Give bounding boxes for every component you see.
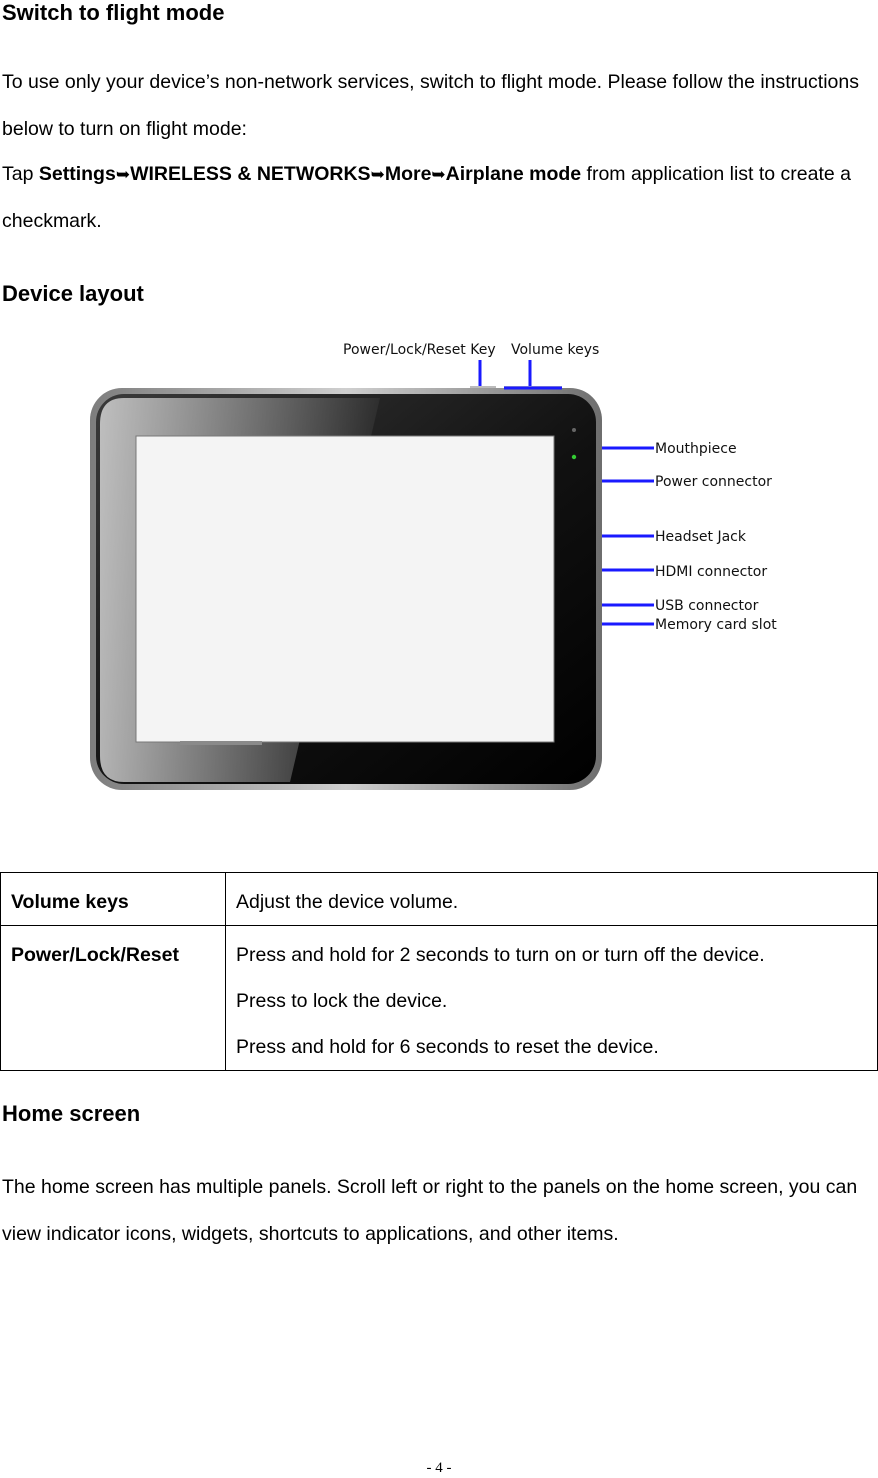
table-row xyxy=(1,926,878,1071)
screen-glare xyxy=(180,741,262,745)
right-callout-lines xyxy=(602,448,654,624)
callout-hdmi-connector: HDMI connector xyxy=(655,564,768,580)
path-arrow-icon: ➥ xyxy=(115,165,131,184)
flight-mode-intro: To use only your device’s non-network services, switch to flight mode. Please follow the instructions below to turn on flight mode: xyxy=(2,71,859,140)
path-step-wireless: WIRELESS & NETWORKS xyxy=(130,163,371,185)
indicator-led-icon xyxy=(572,455,576,459)
table-value-line: Press and hold for 6 seconds to reset the device. xyxy=(236,1036,659,1058)
table-value-line: Press and hold for 2 seconds to turn on or turn off the device. xyxy=(236,944,765,966)
callout-volume-keys: Volume keys xyxy=(511,342,600,358)
tap-word: Tap xyxy=(2,163,34,185)
table-row xyxy=(1,873,878,926)
keys-table xyxy=(0,872,878,1071)
table-value-cell xyxy=(226,873,878,926)
flight-mode-instruction xyxy=(2,151,876,245)
callout-mouthpiece: Mouthpiece xyxy=(655,441,737,457)
table-value-line: Adjust the device volume. xyxy=(236,891,459,913)
table-key-cell: Volume keys xyxy=(1,873,226,926)
heading-device-layout: Device layout xyxy=(2,281,144,306)
path-step-airplane: Airplane mode xyxy=(445,163,582,185)
callout-power-lock-reset: Power/Lock/Reset Key xyxy=(343,342,496,358)
camera-icon xyxy=(572,428,576,432)
path-step-settings: Settings xyxy=(38,163,116,185)
path-arrow-icon: ➥ xyxy=(370,165,385,184)
path-step-more: More xyxy=(384,163,432,185)
tablet-diagram xyxy=(80,336,800,796)
callout-headset-jack: Headset Jack xyxy=(655,529,746,545)
heading-flight-mode: Switch to flight mode xyxy=(2,0,225,25)
heading-home-screen: Home screen xyxy=(2,1101,141,1126)
tablet-screen xyxy=(136,436,554,742)
page-number: - 4 - xyxy=(426,1460,452,1476)
table-key-cell: Power/Lock/Reset xyxy=(1,926,226,1071)
path-arrow-icon: ➥ xyxy=(431,165,446,184)
callout-memory-card-slot: Memory card slot xyxy=(655,617,777,633)
table-value-line: Press to lock the device. xyxy=(236,990,448,1012)
callout-power-connector: Power connector xyxy=(655,474,772,490)
table-value-cell xyxy=(226,926,878,1071)
device-layout-figure xyxy=(80,336,800,796)
top-callout-lines xyxy=(480,360,562,388)
home-screen-body: The home screen has multiple panels. Scroll left or right to the panels on the home screen, you can view indicator icons, widgets, shortcuts to applications, and other items. xyxy=(2,1176,858,1245)
instruction-tail: from application list to create a checkmark. xyxy=(2,163,852,232)
callout-usb-connector: USB connector xyxy=(655,598,759,614)
